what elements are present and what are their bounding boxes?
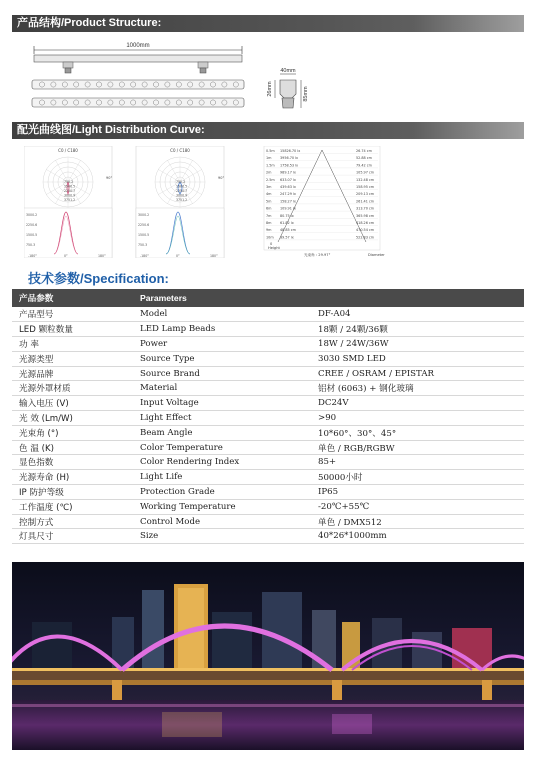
spec-row [12,411,524,426]
cone-row-dia: 132.48 cm [356,177,375,182]
spec-cell-cn: 光源品牌 [12,366,133,381]
spec-table [12,289,524,544]
illuminance-cone-chart [264,146,385,257]
spec-cell-en: LED Lamp Beads [133,322,311,337]
polar-ring-label: 3751.2 [176,198,188,202]
curve-tick-label: 3000.2 [138,213,150,217]
spec-cell-en: Working Temperature [133,499,311,514]
cone-row-lux: 1758.53 lx [280,163,299,168]
cone-row-d: 1.5m [266,163,275,168]
spec-header-value [311,289,524,307]
spec-cell-en: Size [133,529,311,544]
cone-row-dia: 470.54 cm [356,228,375,233]
spec-cell-cn: 光源寿命 (H) [12,470,133,485]
cone-row-dia: 79.42 cm [356,163,372,168]
spec-row [12,485,524,500]
polar-title-1: C0 / C180 [58,148,78,153]
spec-row [12,381,524,396]
curve-tick-label: 1500.5 [138,233,150,237]
spec-cell-value: 3030 SMD LED [311,351,524,366]
bridge-night-photo [12,562,524,750]
cone-row-lux: 158.27 lx [280,199,296,204]
spec-cell-en: Light Life [133,470,311,485]
spec-row [12,470,524,485]
cone-row-lux: 39.57 lx [280,235,294,240]
curve-tick-label: 1500.5 [26,233,38,237]
polar-ring-label: 1500.5 [176,184,188,189]
spec-row [12,396,524,411]
distribution-svg [24,146,524,258]
spec-cell-value: 单色 / RGB/RGBW [311,440,524,455]
total-height-dimension-label: 85mm [303,86,309,102]
spec-title: 技术参数/Specification: [28,271,169,286]
spec-cell-cn: 工作温度 (℃) [12,499,133,514]
height-dimension-label: 26mm [267,81,273,97]
spec-cell-value: 40*26*1000mm [311,529,524,544]
curve-tick-label: 750.3 [138,243,148,247]
section-banner-structure: 产品结构/Product Structure: [12,15,524,32]
spec-cell-cn: 光束角 (°) [12,425,133,440]
cone-row-dia: 365.98 cm [356,213,375,218]
spec-cell-value: >90 [311,411,524,426]
polar-ring-label: 750.2 [176,180,186,184]
polar-ring-label: 3000.9 [176,193,188,198]
spec-cell-value: 单色 / DMX512 [311,514,524,529]
spec-cell-cn: 灯具尺寸 [12,529,133,544]
curve-tick-label: 0° [64,254,68,258]
spec-row [12,351,524,366]
spec-cell-value: IP65 [311,485,524,500]
cone-diameter-label: Diameter [368,253,385,257]
polar-title-2: C0 / C180 [170,148,190,153]
polar-ring-label: 2250.7 [176,189,188,193]
structure-svg [12,36,524,116]
spec-header-row [12,289,524,307]
curve-tick-label: 3000.2 [26,213,38,217]
curve-tick-label: 2250.6 [138,223,150,227]
spec-cell-value: 85+ [311,455,524,470]
spec-cell-cn: 光 效 (Lm/W) [12,411,133,426]
cone-row-lux: 3956.70 lx [280,156,299,161]
spec-cell-en: Beam Angle [133,425,311,440]
spec-row [12,337,524,352]
cone-row-lux: 80.75 lx [280,213,294,218]
bridge-photo-svg [12,562,524,750]
polar-right-label-1: 90° [106,176,113,180]
cone-row-d: 5m [266,199,272,204]
cone-row-dia: 261.41 cm [356,199,375,204]
cone-row-d: 3m [266,185,272,189]
cone-row-dia: 26.74 cm [356,149,372,153]
spec-cell-cn: IP 防护等级 [12,485,133,500]
spec-cell-cn: 显色指数 [12,455,133,470]
spec-cell-value: 18W / 24W/36W [311,337,524,352]
spec-cell-value: DF-A04 [311,307,524,322]
cone-row-d: 4m [266,192,272,197]
spec-cell-en: Source Brand [133,366,311,381]
cone-row-lux: 15826.70 lx [280,149,301,153]
polar-ring-label: 3751.2 [64,198,76,202]
polar-ring-label: 750.2 [64,180,74,184]
curve-tick-label: -180° [140,254,149,258]
cone-row-dia: 313.70 cm [356,206,375,211]
cone-row-d: 2.5m [266,177,275,182]
cone-row-lux: 61.82 lx [280,221,294,225]
spec-row [12,425,524,440]
curve-tick-label: 750.3 [26,243,36,247]
spec-cell-en: Power [133,337,311,352]
cone-row-d: 1m [266,156,272,161]
section-banner-distribution: 配光曲线图/Light Distribution Curve: [12,122,524,139]
spec-cell-en: Material [133,381,311,396]
spec-cell-en: Light Effect [133,411,311,426]
spec-cell-en: Control Mode [133,514,311,529]
spec-cell-value: 18颗 / 24颗/36颗 [311,322,524,337]
cone-row-lux: 989.17 lx [280,170,296,175]
polar-right-label-2: 90° [218,176,225,180]
cone-row-dia: 418.26 cm [356,221,375,225]
spec-row [12,307,524,322]
spec-cell-en: Color Temperature [133,440,311,455]
cone-row-d: 9m [266,228,272,233]
spec-row [12,440,524,455]
polar-chart-2 [136,146,224,258]
cone-zero-label: 0 [270,242,273,246]
cone-row-lux: 247.29 lx [280,192,296,197]
spec-cell-cn: 产品型号 [12,307,133,322]
length-dimension-label: 1000mm [126,43,150,49]
cone-row-d: 10m [266,235,274,240]
spec-cell-en: Protection Grade [133,485,311,500]
polar-chart-1 [24,146,112,258]
cone-row-dia: 105.97 cm [356,170,375,175]
spec-row [12,514,524,529]
spec-cell-cn: 色 温 (K) [12,440,133,455]
spec-cell-en: Source Type [133,351,311,366]
polar-ring-label: 2250.7 [64,189,76,193]
polar-ring-label: 1500.5 [64,184,76,189]
cone-row-dia: 52.88 cm [356,156,372,161]
spec-cell-value: 10*60°、30°、45° [311,425,524,440]
spec-row [12,455,524,470]
spec-row [12,529,524,544]
spec-header-cn: 产品参数 [12,289,133,307]
cone-height-label: Height [268,246,280,250]
cone-row-lux: 633.07 lx [280,177,296,182]
spec-cell-value: DC24V [311,396,524,411]
spec-cell-value: 50000小时 [311,470,524,485]
spec-cell-value: CREE / OSRAM / EPISTAR [311,366,524,381]
cone-angle-label: 光束角 : 29.97° [304,253,331,257]
curve-tick-label: 0° [176,254,180,258]
spec-header-en: Parameters [133,289,311,307]
polar-ring-label: 3000.9 [64,193,76,198]
cone-row-d: 2m [266,170,272,175]
spec-cell-en: Input Voltage [133,396,311,411]
spec-cell-cn: LED 颗粒数量 [12,322,133,337]
cone-row-d: 6m [266,206,272,211]
cone-row-lux: 48.85 cm [280,228,296,233]
cone-row-dia: 522.83 cm [356,235,375,240]
cross-section-drawing [267,68,309,108]
spec-cell-cn: 输入电压 (V) [12,396,133,411]
curve-tick-label: 180° [210,254,218,258]
spec-cell-value: 铝材 (6063) + 钢化玻璃 [311,381,524,396]
spec-row [12,322,524,337]
spec-cell-cn: 功 率 [12,337,133,352]
cone-row-d: 7m [266,213,272,218]
cone-row-lux: 109.91 lx [280,206,296,211]
spec-row [12,499,524,514]
spec-cell-cn: 光源外罩材质 [12,381,133,396]
cone-row-d: 8m [266,221,272,225]
cone-row-lux: 439.63 lx [280,185,296,189]
spec-cell-cn: 光源类型 [12,351,133,366]
width-dimension-label: 40mm [280,68,296,74]
spec-cell-en: Color Rendering Index [133,455,311,470]
cone-row-dia: 158.95 cm [356,185,375,189]
spec-row [12,366,524,381]
spec-cell-cn: 控制方式 [12,514,133,529]
light-distribution-area [24,146,524,258]
cone-row-dia: 209.13 cm [356,192,375,197]
curve-tick-label: -180° [28,254,37,258]
cone-row-d: 0.5m [266,149,275,153]
product-structure-drawing [12,36,524,116]
curve-tick-label: 2250.6 [26,223,38,227]
spec-cell-value: -20℃+55℃ [311,499,524,514]
curve-tick-label: 180° [98,254,106,258]
spec-cell-en: Model [133,307,311,322]
